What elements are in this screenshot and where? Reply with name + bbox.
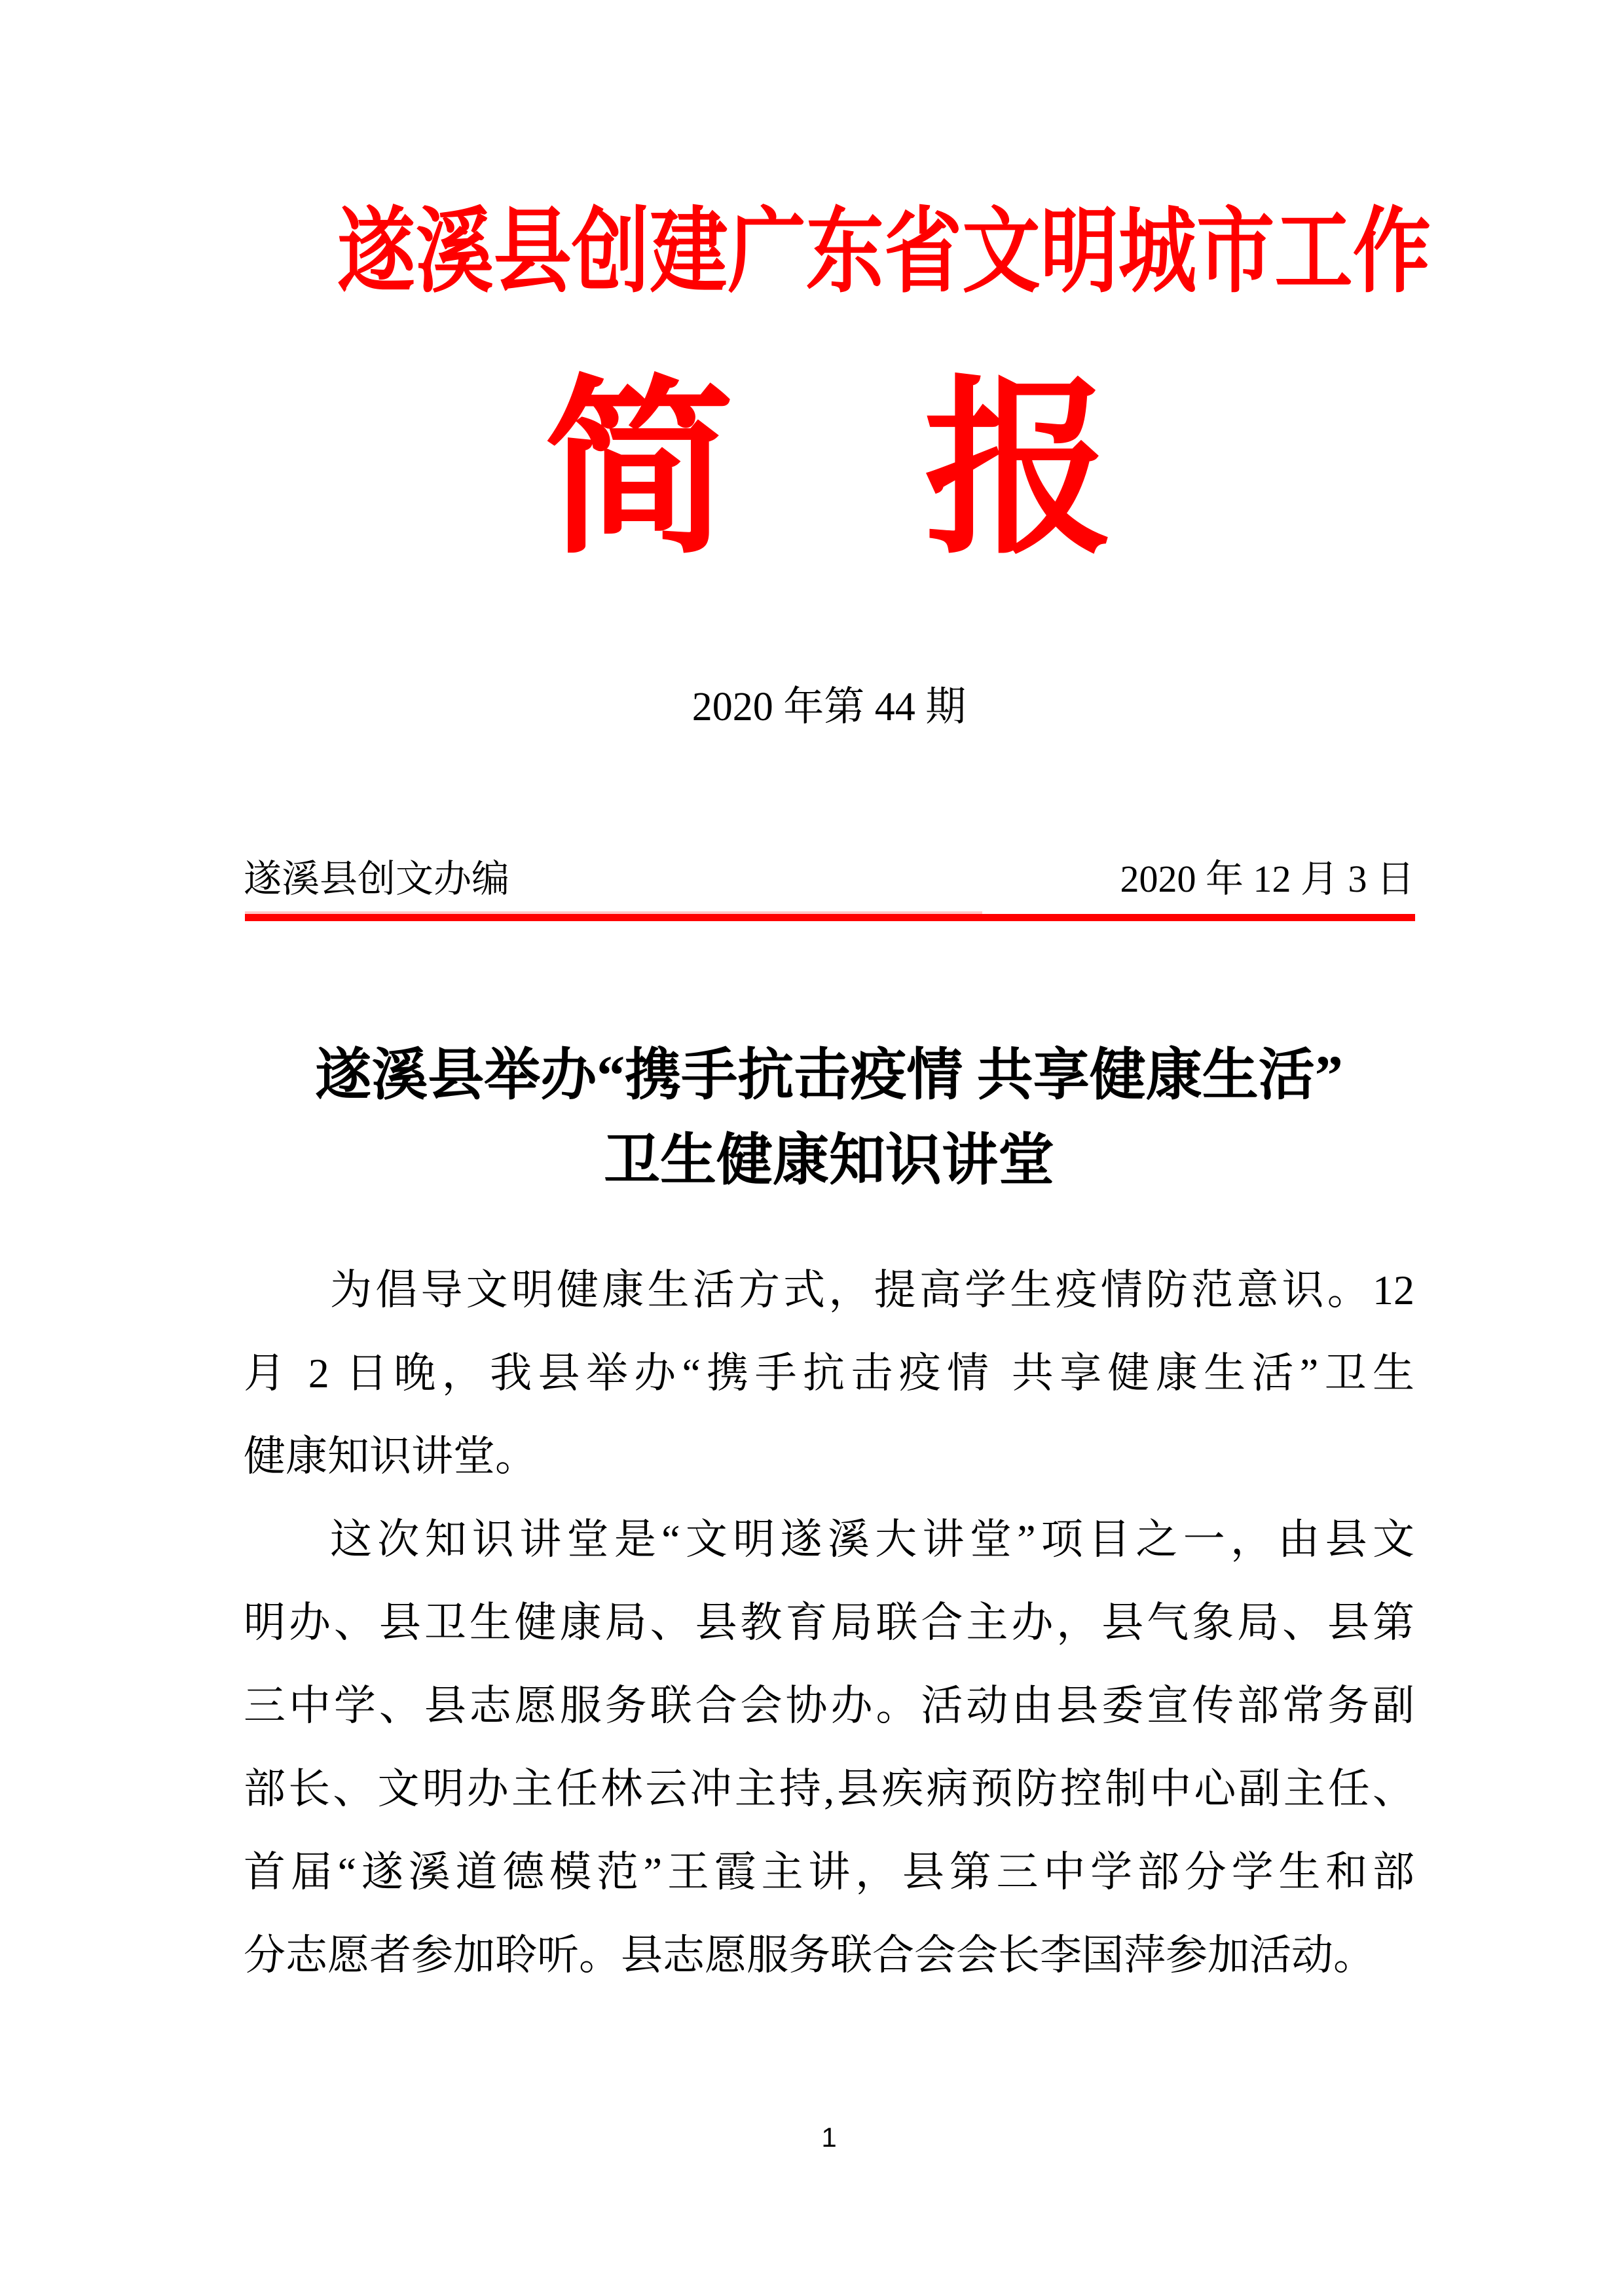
body-line: 三中学、县志愿服务联合会协办。活动由县委宣传部常务副 (244, 1683, 1414, 1729)
publish-date: 2020 年 12 月 3 日 (1120, 858, 1414, 900)
issue-number-line: 2020 年第 44 期 (692, 685, 967, 729)
article-heading-line1: 遂溪县举办“携手抗击疫情 共享健康生活” (315, 1044, 1343, 1106)
page-number: 1 (821, 2122, 837, 2153)
masthead-big-word: 简 报 (544, 366, 1114, 576)
body-line: 明办、县卫生健康局、县教育局联合主办，县气象局、县第 (244, 1599, 1414, 1646)
body-line: 健康知识讲堂。 (244, 1433, 537, 1480)
body-line: 首届“遂溪道德模范”王霞主讲，县第三中学部分学生和部 (244, 1849, 1414, 1895)
article-heading (244, 1032, 1414, 1203)
body-line: 分志愿者参加聆听。县志愿服务联合会会长李国萍参加活动。 (244, 1932, 1375, 1978)
article-body (244, 1248, 1414, 1997)
body-line: 部长、文明办主任林云冲主持,县疾病预防控制中心副主任、 (244, 1766, 1414, 1812)
byline-row (244, 854, 1414, 903)
masthead-title: 遂溪县创建广东省文明城市工作 (337, 200, 1431, 304)
body-line: 这次知识讲堂是“文明遂溪大讲堂”项目之一，由县文 (330, 1516, 1414, 1563)
red-divider-rule (245, 914, 1415, 921)
article-heading-line2: 卫生健康知识讲堂 (604, 1129, 1054, 1192)
body-line: 月 2 日晚，我县举办“携手抗击疫情 共享健康生活”卫生 (244, 1350, 1414, 1396)
editor-label: 遂溪县创文办编 (244, 858, 510, 900)
body-line: 为倡导文明健康生活方式，提高学生疫情防范意识。12 (330, 1267, 1414, 1313)
